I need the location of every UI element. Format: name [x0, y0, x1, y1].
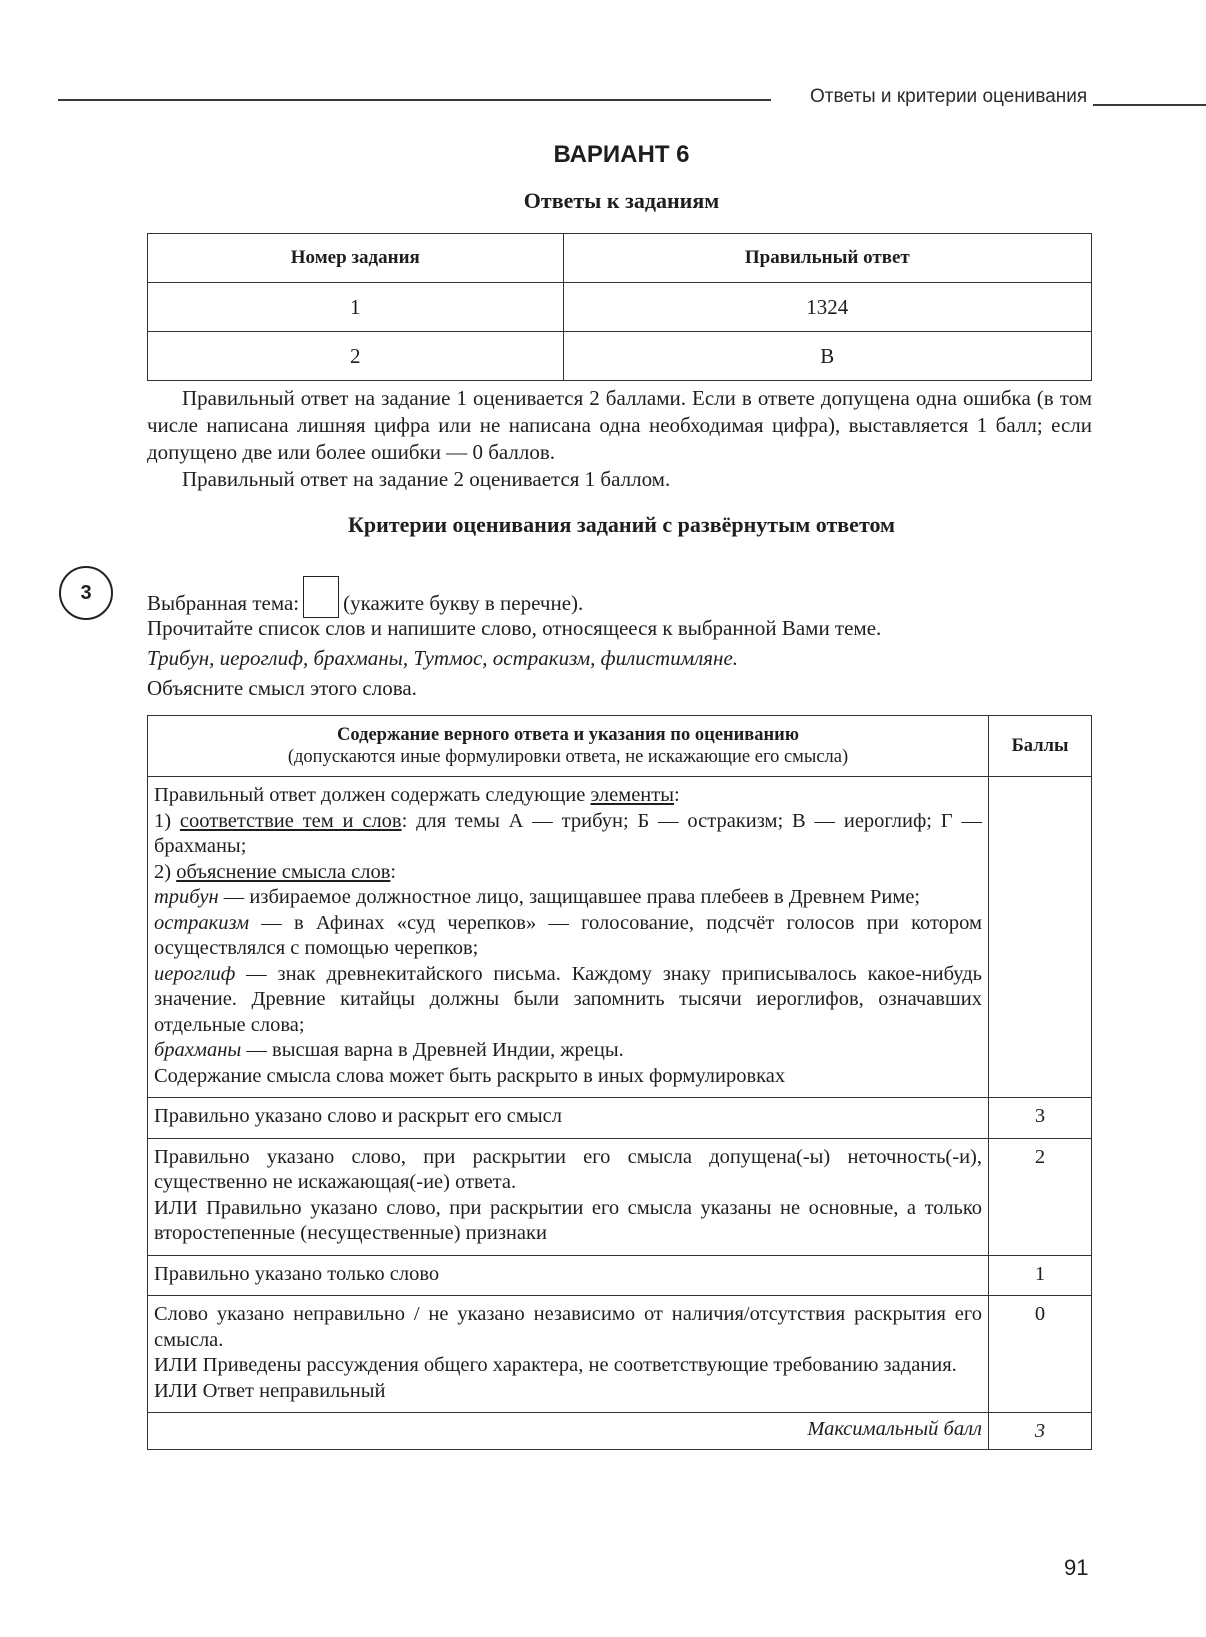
- criteria-header-points: Баллы: [989, 716, 1092, 777]
- answer-cell: В: [563, 332, 1091, 381]
- content-item-2: 2) объяснение смысла слов:: [154, 860, 397, 883]
- topic-line: [147, 576, 583, 618]
- definition: брахманы — высшая варна в Древней Индии, жрецы.: [154, 1039, 624, 1061]
- criteria-header-content: [148, 716, 989, 777]
- content-points-cell: [989, 777, 1092, 1098]
- criteria-row: [148, 1098, 1092, 1139]
- answers-title: Ответы к заданиям: [523, 188, 720, 213]
- criteria-row: [148, 1138, 1092, 1255]
- criteria-points: 2: [989, 1138, 1092, 1255]
- table-header-row: [148, 234, 1092, 283]
- criteria-content-cell: [148, 777, 989, 1098]
- task-instruction: Прочитайте список слов и напишите слово, относящееся к выбранной Вами теме.: [147, 616, 882, 640]
- max-score-value: 3: [989, 1413, 1092, 1450]
- criteria-content-row: [148, 777, 1092, 1098]
- answers-table: [147, 233, 1092, 381]
- task-number-cell: 2: [148, 332, 564, 381]
- max-score-label: Максимальный балл: [148, 1413, 989, 1450]
- criteria-text: Правильно указано слово и раскрыт его смысл: [148, 1098, 989, 1139]
- criteria-header-main: Содержание верного ответа и указания по оцениванию: [337, 725, 799, 745]
- criteria-table: [147, 715, 1092, 1450]
- criteria-text-alt: ИЛИ Ответ неправильный: [154, 1379, 386, 1402]
- criteria-row: [148, 1255, 1092, 1296]
- definition: трибун — избираемое должностное лицо, защищавшее права плебеев в Древнем Риме;: [154, 886, 921, 908]
- col-correct-answer: Правильный ответ: [563, 234, 1091, 283]
- definition-term: иероглиф: [154, 962, 236, 985]
- scoring-paragraph-1: Правильный ответ на задание 1 оценивается 2 баллами. Если в ответе допущена одна ошибка (в том числе написана лишняя цифра или не написана одна необходимая цифра), выставляется 1 балл; если допущено две или более ошибки — 0 баллов.: [147, 386, 1092, 464]
- definition-term: трибун: [154, 886, 219, 908]
- content-item-1: 1) соответствие тем и слов: для темы А — трибун; Б — остракизм; В — иероглиф; Г — брахманы;: [154, 809, 982, 857]
- scoring-paragraph-2: Правильный ответ на задание 2 оценивается 1 баллом.: [182, 467, 671, 491]
- definition-term: брахманы: [154, 1039, 242, 1061]
- criteria-title: Критерии оценивания заданий с развёрнутым ответом: [347, 512, 896, 537]
- criteria-points: 1: [989, 1255, 1092, 1296]
- definition: иероглиф — знак древнекитайского письма. Каждому знаку приписывалось какое-нибудь значение. Древние китайцы должны были запомнить тысячи иероглифов, означавших отдельные слова;: [154, 962, 982, 1036]
- criteria-header-sub: (допускаются иные формулировки ответа, не искажающие его смысла): [287, 747, 849, 767]
- criteria-text-alt: ИЛИ Правильно указано слово, при раскрытии его смысла указаны не основные, а только второстепенные (несущественные) признаки: [154, 1196, 982, 1244]
- variant-title: ВАРИАНТ 6: [553, 141, 690, 168]
- table-row: [148, 283, 1092, 332]
- content-intro: Правильный ответ должен содержать следующие элементы:: [154, 784, 680, 806]
- page-number: 91: [1064, 1555, 1089, 1580]
- criteria-text: Слово указано неправильно / не указано независимо от наличия/отсутствия раскрытия его смысла.: [154, 1303, 982, 1351]
- header-rule-left: [58, 99, 771, 101]
- topic-label: Выбранная тема:: [147, 591, 300, 615]
- content-closing: Содержание смысла слова может быть раскрыто в иных формулировках: [154, 1064, 786, 1087]
- answer-cell: 1324: [563, 283, 1091, 332]
- criteria-text-cell: [148, 1296, 989, 1413]
- criteria-points: 3: [989, 1098, 1092, 1139]
- criteria-text-alt: ИЛИ Приведены рассуждения общего характера, не соответствующие требованию задания.: [154, 1354, 957, 1376]
- criteria-header-row: [148, 716, 1092, 777]
- criteria-text: Правильно указано слово, при раскрытии его смысла допущена(-ы) неточность(-и), существенно не искажающая(-ие) ответа.: [154, 1145, 982, 1193]
- task-number-circle: 3: [59, 566, 113, 620]
- topic-letter-box[interactable]: [303, 576, 339, 618]
- scoring-text: [147, 385, 1092, 493]
- criteria-text: Правильно указано только слово: [148, 1255, 989, 1296]
- criteria-row: [148, 1296, 1092, 1413]
- table-row: [148, 332, 1092, 381]
- topic-hint: (укажите букву в перечне).: [343, 591, 584, 615]
- running-title: Ответы и критерии оценивания: [810, 86, 1088, 107]
- definition: остракизм — в Афинах «суд черепков» — голосование, подсчёт голосов при котором осуществлялся с помощью черепков;: [154, 911, 982, 959]
- max-score-row: [148, 1413, 1092, 1450]
- criteria-points: 0: [989, 1296, 1092, 1413]
- col-task-number: Номер задания: [148, 234, 564, 283]
- task-number-cell: 1: [148, 283, 564, 332]
- criteria-text-cell: [148, 1138, 989, 1255]
- definition-term: остракизм: [154, 911, 250, 934]
- task-word-list: Трибун, иероглиф, брахманы, Тутмос, остракизм, филистимляне.: [147, 646, 739, 670]
- header-rule-right: [1093, 104, 1206, 106]
- task-explain: Объясните смысл этого слова.: [147, 676, 417, 700]
